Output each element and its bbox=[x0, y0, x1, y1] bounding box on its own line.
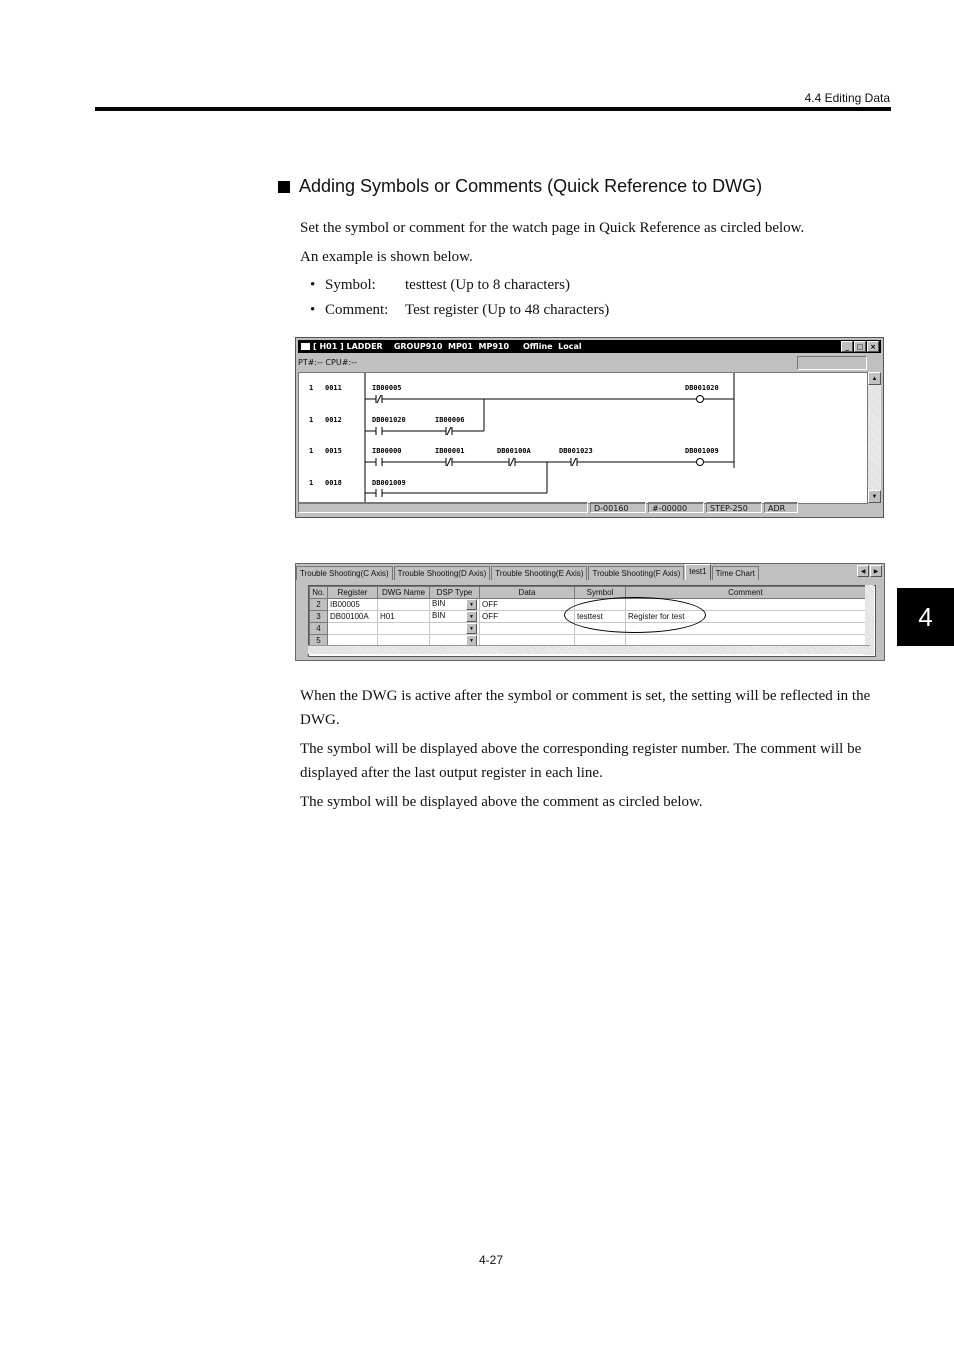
body-paragraph-2: The symbol will be displayed above the corresponding register number. The comment will be displayed after the last output register in each line. bbox=[300, 741, 862, 781]
bullet-dot-icon: • bbox=[310, 277, 316, 293]
contact-label: IB00005 bbox=[372, 384, 402, 392]
body-paragraph-1: When the DWG is active after the symbol or comment is set, the setting will be reflected in the DWG. bbox=[300, 688, 871, 728]
tab-test1[interactable]: test1 bbox=[685, 564, 710, 580]
contact-label: IB00000 bbox=[372, 447, 402, 455]
rung-num-3: 1 bbox=[309, 447, 314, 455]
page-number: 4-27 bbox=[478, 1253, 504, 1267]
status-hash: #-00000 bbox=[648, 502, 704, 513]
pt-field[interactable] bbox=[797, 356, 867, 370]
col-register[interactable]: Register bbox=[328, 587, 378, 599]
tab-left-icon[interactable]: ◀ bbox=[857, 565, 869, 577]
contact-label: DB001023 bbox=[559, 447, 593, 455]
rung-step-3: 0015 bbox=[325, 447, 342, 455]
status-blank bbox=[298, 502, 588, 513]
pt-bar bbox=[298, 355, 881, 369]
header-rule bbox=[95, 107, 891, 111]
ladder-window bbox=[295, 337, 884, 518]
col-dwg-name[interactable]: DWG Name bbox=[378, 587, 430, 599]
tab-time-chart[interactable]: Time Chart bbox=[712, 566, 759, 580]
symbol-cell[interactable]: testtest bbox=[575, 611, 626, 623]
intro-paragraph-1: Set the symbol or comment for the watch page in Quick Reference as circled below. bbox=[300, 220, 805, 236]
col-no[interactable]: No. bbox=[310, 587, 328, 599]
contact-label: IB00001 bbox=[435, 447, 465, 455]
section-header: 4.4 Editing Data bbox=[804, 91, 890, 105]
minimize-icon[interactable]: _ bbox=[841, 341, 853, 352]
table-row[interactable]: 5 ▼ bbox=[310, 635, 866, 647]
contact-label: DB001020 bbox=[372, 416, 406, 424]
bullet-value: Test register (Up to 48 characters) bbox=[405, 302, 610, 318]
dropdown-arrow-icon[interactable]: ▼ bbox=[466, 611, 477, 622]
contact-label: IB00006 bbox=[435, 416, 465, 424]
tab-trouble-c[interactable]: Trouble Shooting(C Axis) bbox=[296, 566, 393, 580]
scroll-up-icon[interactable]: ▲ bbox=[868, 372, 881, 385]
watch-tabs bbox=[296, 566, 760, 580]
tab-trouble-f[interactable]: Trouble Shooting(F Axis) bbox=[588, 566, 684, 580]
table-row[interactable]: 2 IB00005 BIN ▼ OFF bbox=[310, 599, 866, 611]
chapter-tab: 4 bbox=[897, 588, 954, 646]
status-d: D-00160 bbox=[590, 502, 646, 513]
status-step: STEP-250 bbox=[706, 502, 762, 513]
contact-label: DB00100A bbox=[497, 447, 531, 455]
square-bullet-icon bbox=[278, 181, 290, 193]
pt-cpu-label: PT#:-- CPU#:-- bbox=[298, 357, 357, 367]
contact-label: DB001009 bbox=[372, 479, 406, 487]
col-symbol[interactable]: Symbol bbox=[575, 587, 626, 599]
tab-right-icon[interactable]: ▶ bbox=[870, 565, 882, 577]
rung-num-2: 1 bbox=[309, 416, 314, 424]
ladder-vscroll[interactable] bbox=[868, 372, 881, 503]
intro-paragraph-2: An example is shown below. bbox=[300, 249, 473, 265]
scroll-down-icon[interactable]: ▼ bbox=[868, 490, 881, 503]
bullet-symbol bbox=[310, 277, 570, 294]
rung-step-2: 0012 bbox=[325, 416, 342, 424]
col-dsp-type[interactable]: DSP Type bbox=[430, 587, 480, 599]
col-comment[interactable]: Comment bbox=[626, 587, 866, 599]
table-row[interactable]: 3 DB00100A H01 BIN ▼ OFF testtest Register for test bbox=[310, 611, 866, 623]
comment-cell[interactable]: Register for test bbox=[626, 611, 866, 623]
tab-trouble-e[interactable]: Trouble Shooting(E Axis) bbox=[491, 566, 587, 580]
status-adr: ADR bbox=[764, 502, 798, 513]
ladder-title: [ H01 ] LADDER GROUP910 MP01 MP910 Offline Local bbox=[313, 342, 582, 351]
rung-num-4: 1 bbox=[309, 479, 314, 487]
bullet-comment bbox=[310, 302, 609, 319]
coil-label: DB001020 bbox=[685, 384, 719, 392]
bullet-key: Comment: bbox=[325, 302, 389, 318]
coil-label: DB001009 bbox=[685, 447, 719, 455]
ladder-diagram bbox=[299, 373, 867, 503]
rung-num-1: 1 bbox=[309, 384, 314, 392]
watch-hscroll[interactable] bbox=[308, 645, 870, 654]
dropdown-arrow-icon[interactable]: ▼ bbox=[466, 623, 477, 634]
window-menu-icon[interactable] bbox=[301, 343, 310, 350]
section-heading-text: Adding Symbols or Comments (Quick Reference to DWG) bbox=[299, 176, 763, 196]
ladder-area[interactable] bbox=[298, 372, 868, 504]
table-row[interactable]: 4 ▼ bbox=[310, 623, 866, 635]
watch-window bbox=[295, 563, 885, 661]
dropdown-arrow-icon[interactable]: ▼ bbox=[466, 635, 477, 646]
maximize-icon[interactable]: □ bbox=[854, 341, 866, 352]
bullet-key: Symbol: bbox=[325, 277, 376, 293]
ladder-statusbar bbox=[298, 502, 881, 515]
coil-symbol bbox=[697, 459, 704, 466]
ladder-titlebar[interactable] bbox=[298, 340, 881, 353]
tab-trouble-d[interactable]: Trouble Shooting(D Axis) bbox=[394, 566, 491, 580]
body-paragraph-3: The symbol will be displayed above the comment as circled below. bbox=[300, 794, 703, 810]
bullet-value: testtest (Up to 8 characters) bbox=[405, 277, 570, 293]
rung-step-1: 0011 bbox=[325, 384, 342, 392]
coil-symbol bbox=[697, 396, 704, 403]
section-heading bbox=[278, 176, 762, 197]
bullet-dot-icon: • bbox=[310, 302, 316, 318]
dropdown-arrow-icon[interactable]: ▼ bbox=[466, 599, 477, 610]
col-data[interactable]: Data bbox=[480, 587, 575, 599]
close-icon[interactable]: × bbox=[867, 341, 879, 352]
rung-step-4: 0018 bbox=[325, 479, 342, 487]
